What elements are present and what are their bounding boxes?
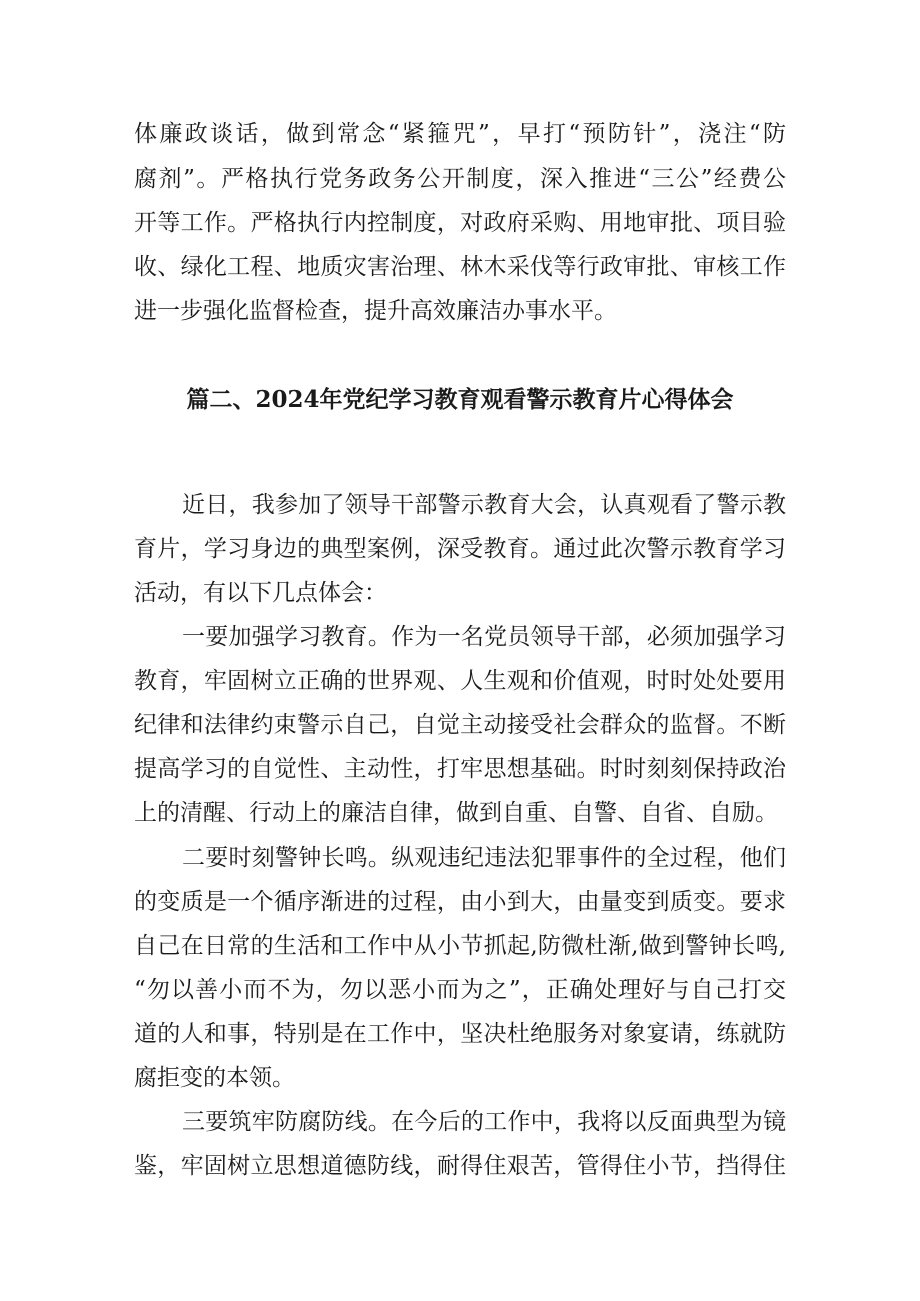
paragraph-2-line-2: 教育，牢固树立正确的世界观、人生观和价值观，时时处处要用	[134, 668, 786, 694]
paragraph-2-line-5: 上的清醒、行动上的廉洁自律，做到自重、自警、自省、自励。	[134, 800, 778, 826]
paragraph-2-line-4: 提高学习的自觉性、主动性，打牢思想基础。时时刻刻保持政治	[134, 756, 786, 782]
paragraph-4-line-2: 鉴，牢固树立思想道德防线，耐得住艰苦，管得住小节，挡得住	[134, 1153, 786, 1179]
paragraph-4-line-1: 三要筑牢防腐防线。在今后的工作中，我将以反面典型为镜	[182, 1109, 786, 1135]
paragraph-3-line-6: 腐拒变的本领。	[134, 1065, 295, 1091]
paragraph-3-line-2: 的变质是一个循序渐进的过程，由小到大，由量变到质变。要求	[134, 889, 786, 915]
paragraph-3-line-3: 自己在日常的生活和工作中从小节抓起,防微杜渐,做到警钟长鸣,	[134, 933, 786, 959]
paragraph-1-line-1: 近日，我参加了领导干部警示教育大会，认真观看了警示教	[182, 492, 786, 518]
section-title: 篇二、2024年党纪学习教育观看警示教育片心得体会	[186, 386, 734, 413]
paragraph-1-line-3: 活动，有以下几点体会：	[134, 580, 387, 606]
intro-line-1: 体廉政谈话，做到常念“紧箍咒”，早打“预防针”，浇注“防	[134, 121, 786, 147]
paragraph-3-line-5: 道的人和事，特别是在工作中，坚决杜绝服务对象宴请，练就防	[134, 1021, 786, 1047]
intro-line-4: 收、绿化工程、地质灾害治理、林木采伐等行政审批、审核工作	[134, 254, 786, 280]
paragraph-2-line-1: 一要加强学习教育。作为一名党员领导干部，必须加强学习	[182, 624, 786, 650]
intro-line-2: 腐剂”。严格执行党务政务公开制度，深入推进“三公”经费公	[134, 166, 786, 192]
paragraph-1-line-2: 育片，学习身边的典型案例，深受教育。通过此次警示教育学习	[134, 536, 786, 562]
paragraph-3-line-1: 二要时刻警钟长鸣。纵观违纪违法犯罪事件的全过程，他们	[182, 845, 786, 871]
intro-line-3: 开等工作。严格执行内控制度，对政府采购、用地审批、项目验	[134, 210, 786, 236]
paragraph-2-line-3: 纪律和法律约束警示自己，自觉主动接受社会群众的监督。不断	[134, 712, 786, 738]
paragraph-3-line-4: “勿以善小而不为，勿以恶小而为之”，正确处理好与自己打交	[134, 977, 786, 1003]
intro-line-5: 进一步强化监督检查，提升高效廉洁办事水平。	[134, 298, 617, 324]
